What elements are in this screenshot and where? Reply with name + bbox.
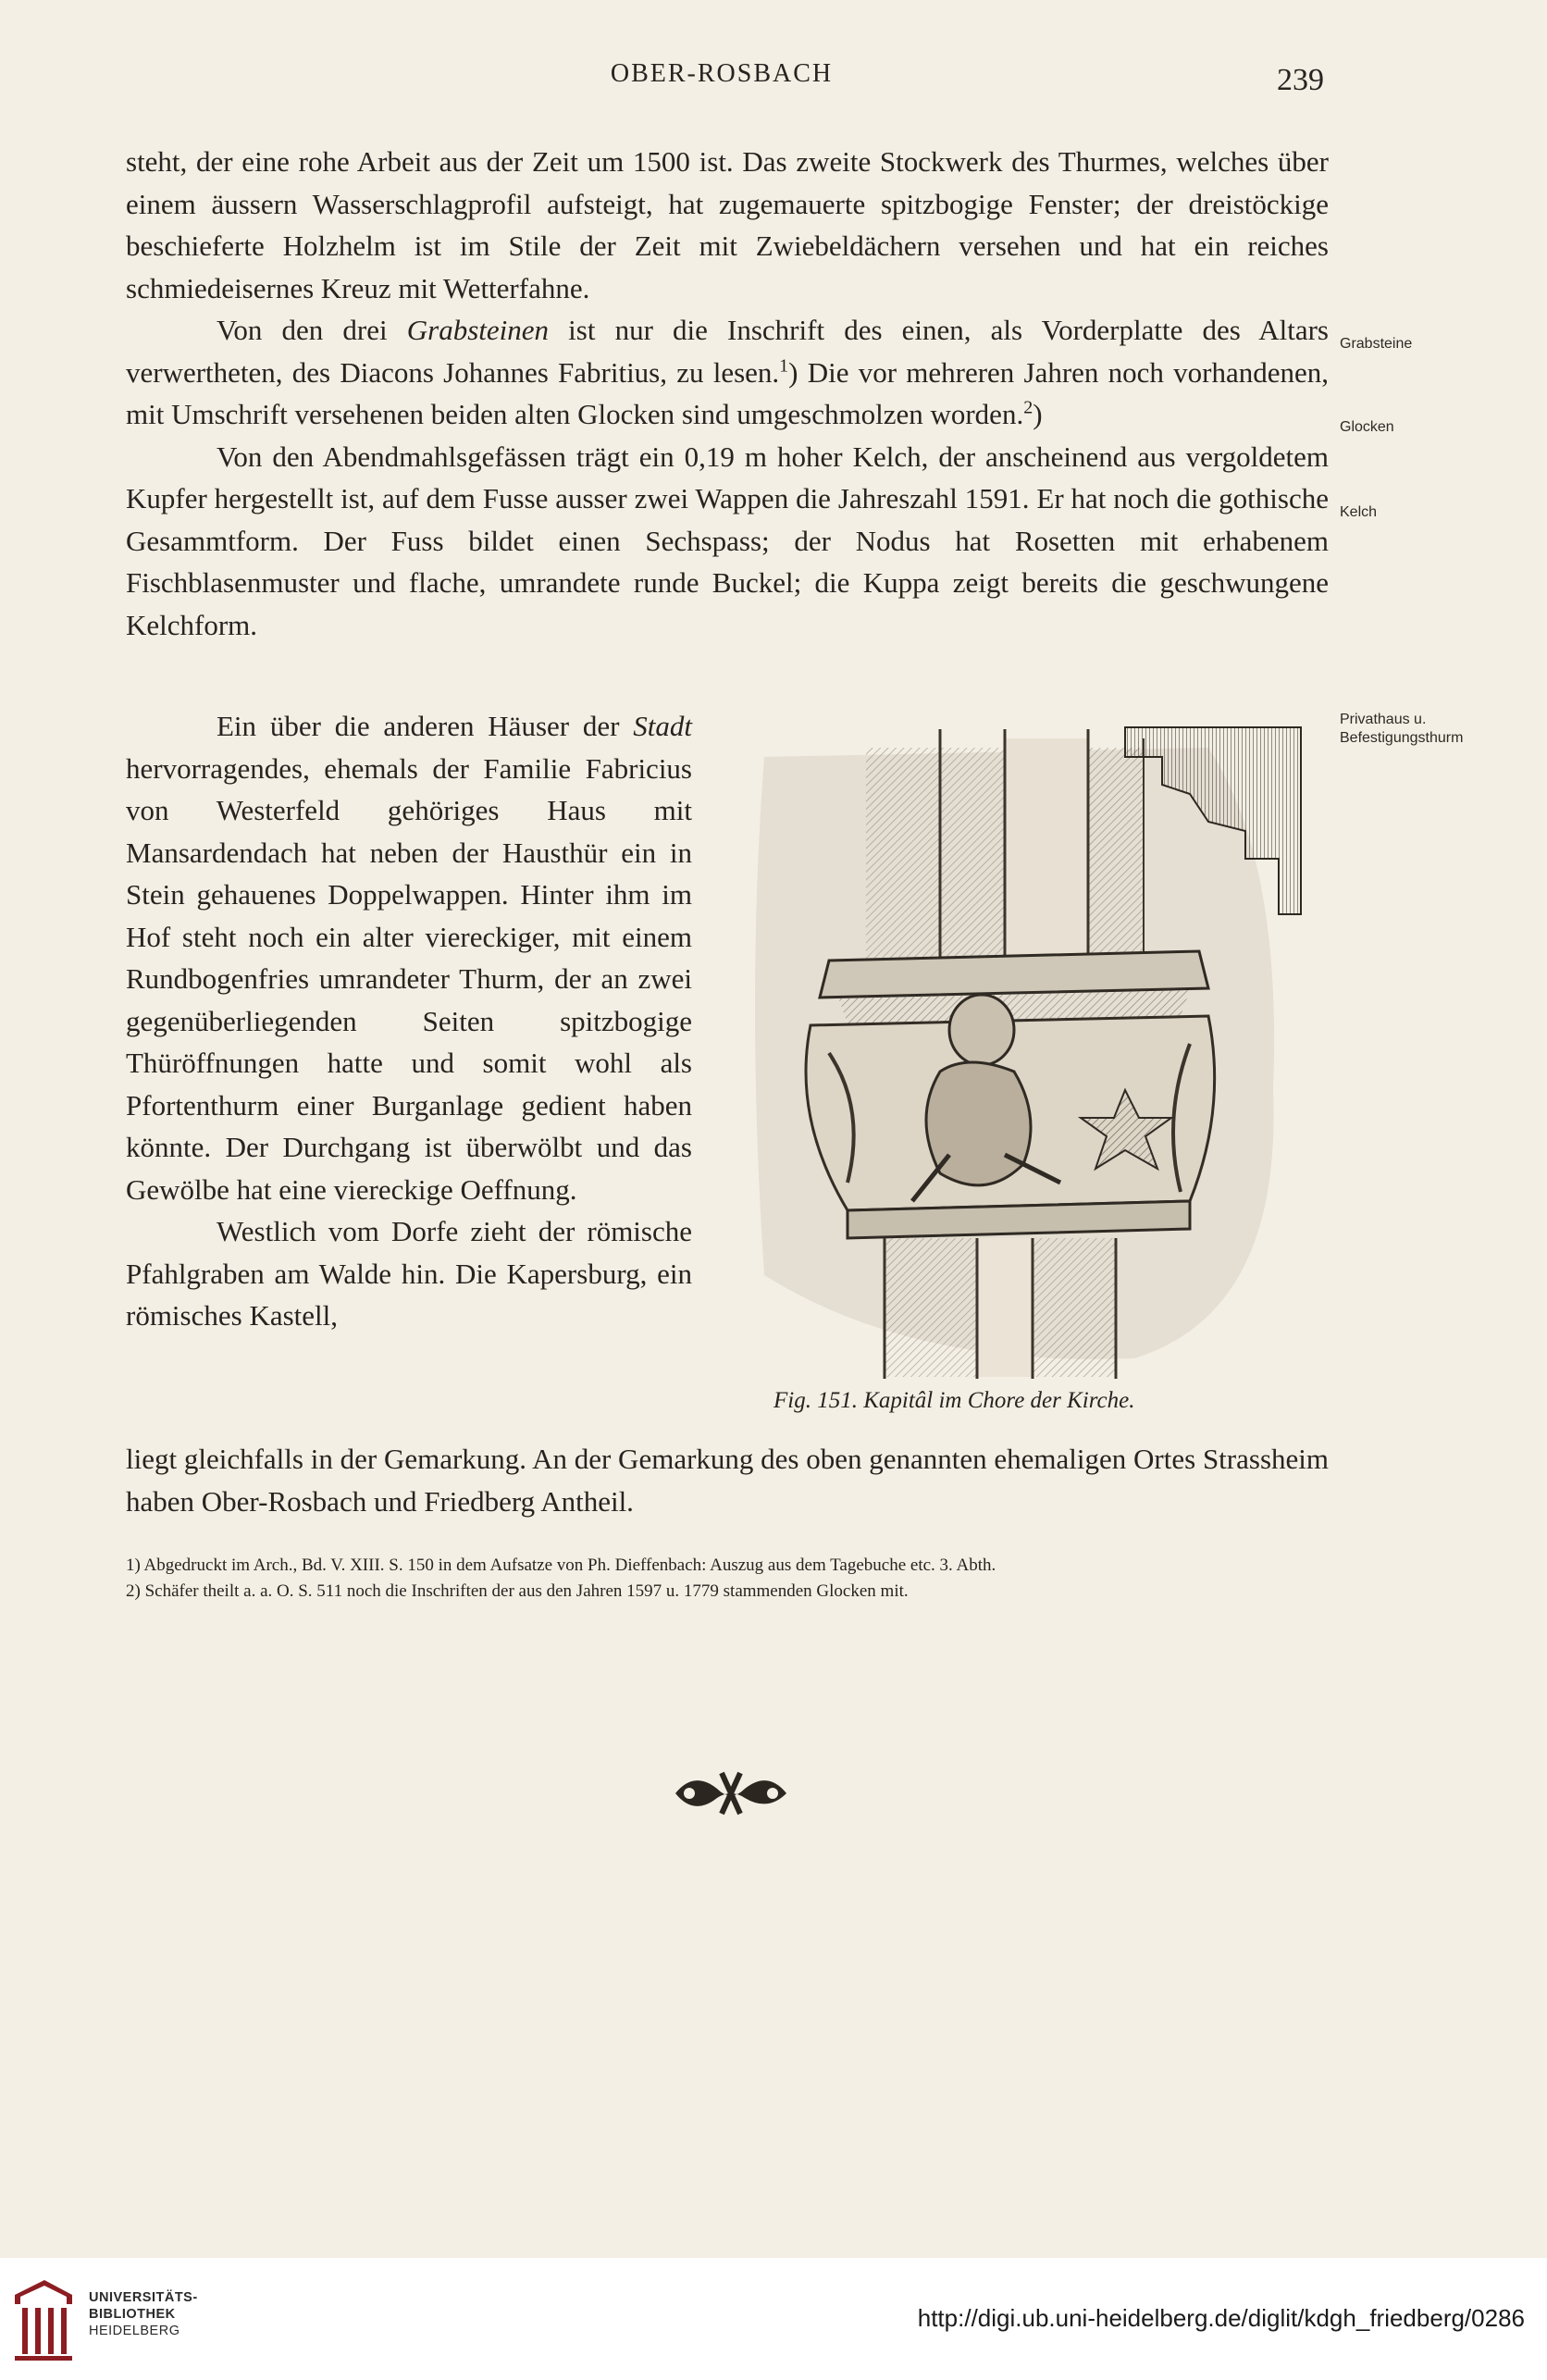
ub-logo-text bbox=[89, 2289, 198, 2339]
margin-note-glocken: Glocken bbox=[1340, 419, 1394, 435]
footnote-1: 1) Abgedruckt im Arch., Bd. V. XIII. S. 150 in dem Aufsatze von Ph. Dieffenbach: Auszug aus dem Tagebuche etc. 3. Abth. bbox=[126, 1556, 996, 1575]
ub-logo-line: HEIDELBERG bbox=[89, 2324, 180, 2338]
text-run: ) Die vor mehreren Jahren noch vorhandenen, mit Umschrift versehenen beiden alten Glocken sind umgeschmolzen worden. bbox=[126, 355, 1329, 430]
text-after-figure bbox=[126, 1438, 1329, 1522]
running-head: OBER-ROSBACH bbox=[610, 59, 834, 88]
paragraph-house bbox=[126, 705, 692, 1210]
emphasis-stadt: Stadt bbox=[633, 710, 692, 742]
text-run: hervorragendes, ehemals der Familie Fabricius von Westerfeld gehöriges Haus mit Mansardendach hat neben der Hausthür ein in Stein gehauenes Doppelwappen. Hinter ihm im Hof steht noch ein alter viereckiger, mit einem Rundbogenfries umrandeter Thurm, der an zwei gegenüberliegenden Seiten spitzbogige Thüröffnungen hatte und somit wohl als Pfortenthurm einer Burganlage gedient haben könnte. Der Durchgang ist überwölbt und das Gewölbe hat eine viereckige Oeffnung. bbox=[126, 751, 692, 1206]
paragraph-gravestones bbox=[126, 309, 1329, 436]
ornament-vignette bbox=[666, 1766, 796, 1821]
main-text bbox=[126, 141, 1329, 646]
margin-note-grabsteine: Grabsteine bbox=[1340, 336, 1413, 352]
paragraph-limes: Westlich vom Dorfe zieht der römische Pfahlgraben am Walde hin. Die Kapersburg, ein römisches Kastell, bbox=[126, 1215, 692, 1332]
paragraph-tower: steht, der eine rohe Arbeit aus der Zeit um 1500 ist. Das zweite Stockwerk des Thurmes, welches über einem äussern Wasserschlagprofil aufsteigt, hat zugemauerte spitzbogige Fenster; der dreistöckige beschieferte Holzhelm ist im Stile der Zeit mit Zwiebeldächern versehen und hat ein reiches schmiedeisernes Kreuz mit Wetterfahne. bbox=[126, 145, 1329, 304]
library-footer bbox=[0, 2258, 1547, 2380]
margin-note-kelch: Kelch bbox=[1340, 504, 1378, 520]
text-run: ist nur die Inschrift des einen, als Vorderplatte des Altars verwertheten, des Diacons Johannes Fabritius, zu lesen. bbox=[126, 314, 1329, 389]
text-run: ) bbox=[1033, 398, 1043, 430]
figure-caption: Fig. 151. Kapitâl im Chore der Kirche. bbox=[774, 1388, 1135, 1413]
ub-heidelberg-logo-icon bbox=[11, 2276, 76, 2361]
margin-note-privathaus: Privathaus u. Befestigungsthurm bbox=[1340, 712, 1464, 746]
paragraph-chalice: Von den Abendmahlsgefässen trägt ein 0,19 m hoher Kelch, der anscheinend aus vergoldetem Kupfer hergestellt ist, auf dem Fusse ausser zwei Wappen die Jahreszahl 1591. Er hat noch die gothische Gesammtform. Der Fuss bildet einen Sechspass; der Nodus hat Rosetten mit erhabenem Fischblasenmuster und flache, umrandete runde Buckel; die Kuppa zeigt bereits die geschwungene Kelchform. bbox=[126, 440, 1329, 641]
permalink-url[interactable]: http://digi.ub.uni-heidelberg.de/diglit/kdgh_friedberg/0286 bbox=[917, 2304, 1525, 2332]
page-number: 239 bbox=[1277, 63, 1324, 97]
narrow-column bbox=[126, 705, 692, 1337]
text-run: Ein über die anderen Häuser der bbox=[217, 710, 634, 742]
paragraph-strassheim: liegt gleichfalls in der Gemarkung. An der Gemarkung des oben genannten ehemaligen Ortes Strassheim haben Ober-Rosbach und Friedberg Antheil. bbox=[126, 1443, 1329, 1518]
ub-logo-line: UNIVERSITÄTS- bbox=[89, 2290, 198, 2305]
text-run: Von den drei bbox=[217, 314, 407, 346]
footnote-ref-1: 1 bbox=[779, 355, 789, 377]
footnote-ref-2: 2 bbox=[1023, 397, 1033, 418]
footnote-2: 2) Schäfer theilt a. a. O. S. 511 noch die Inschriften der aus den Jahren 1597 u. 1779 stammenden Glocken mit. bbox=[126, 1581, 909, 1601]
capital-illustration bbox=[727, 720, 1319, 1379]
ub-logo-line: BIBLIOTHEK bbox=[89, 2307, 176, 2322]
footnotes bbox=[126, 1553, 1329, 1605]
emphasis-grabsteinen: Grabsteinen bbox=[406, 314, 550, 346]
